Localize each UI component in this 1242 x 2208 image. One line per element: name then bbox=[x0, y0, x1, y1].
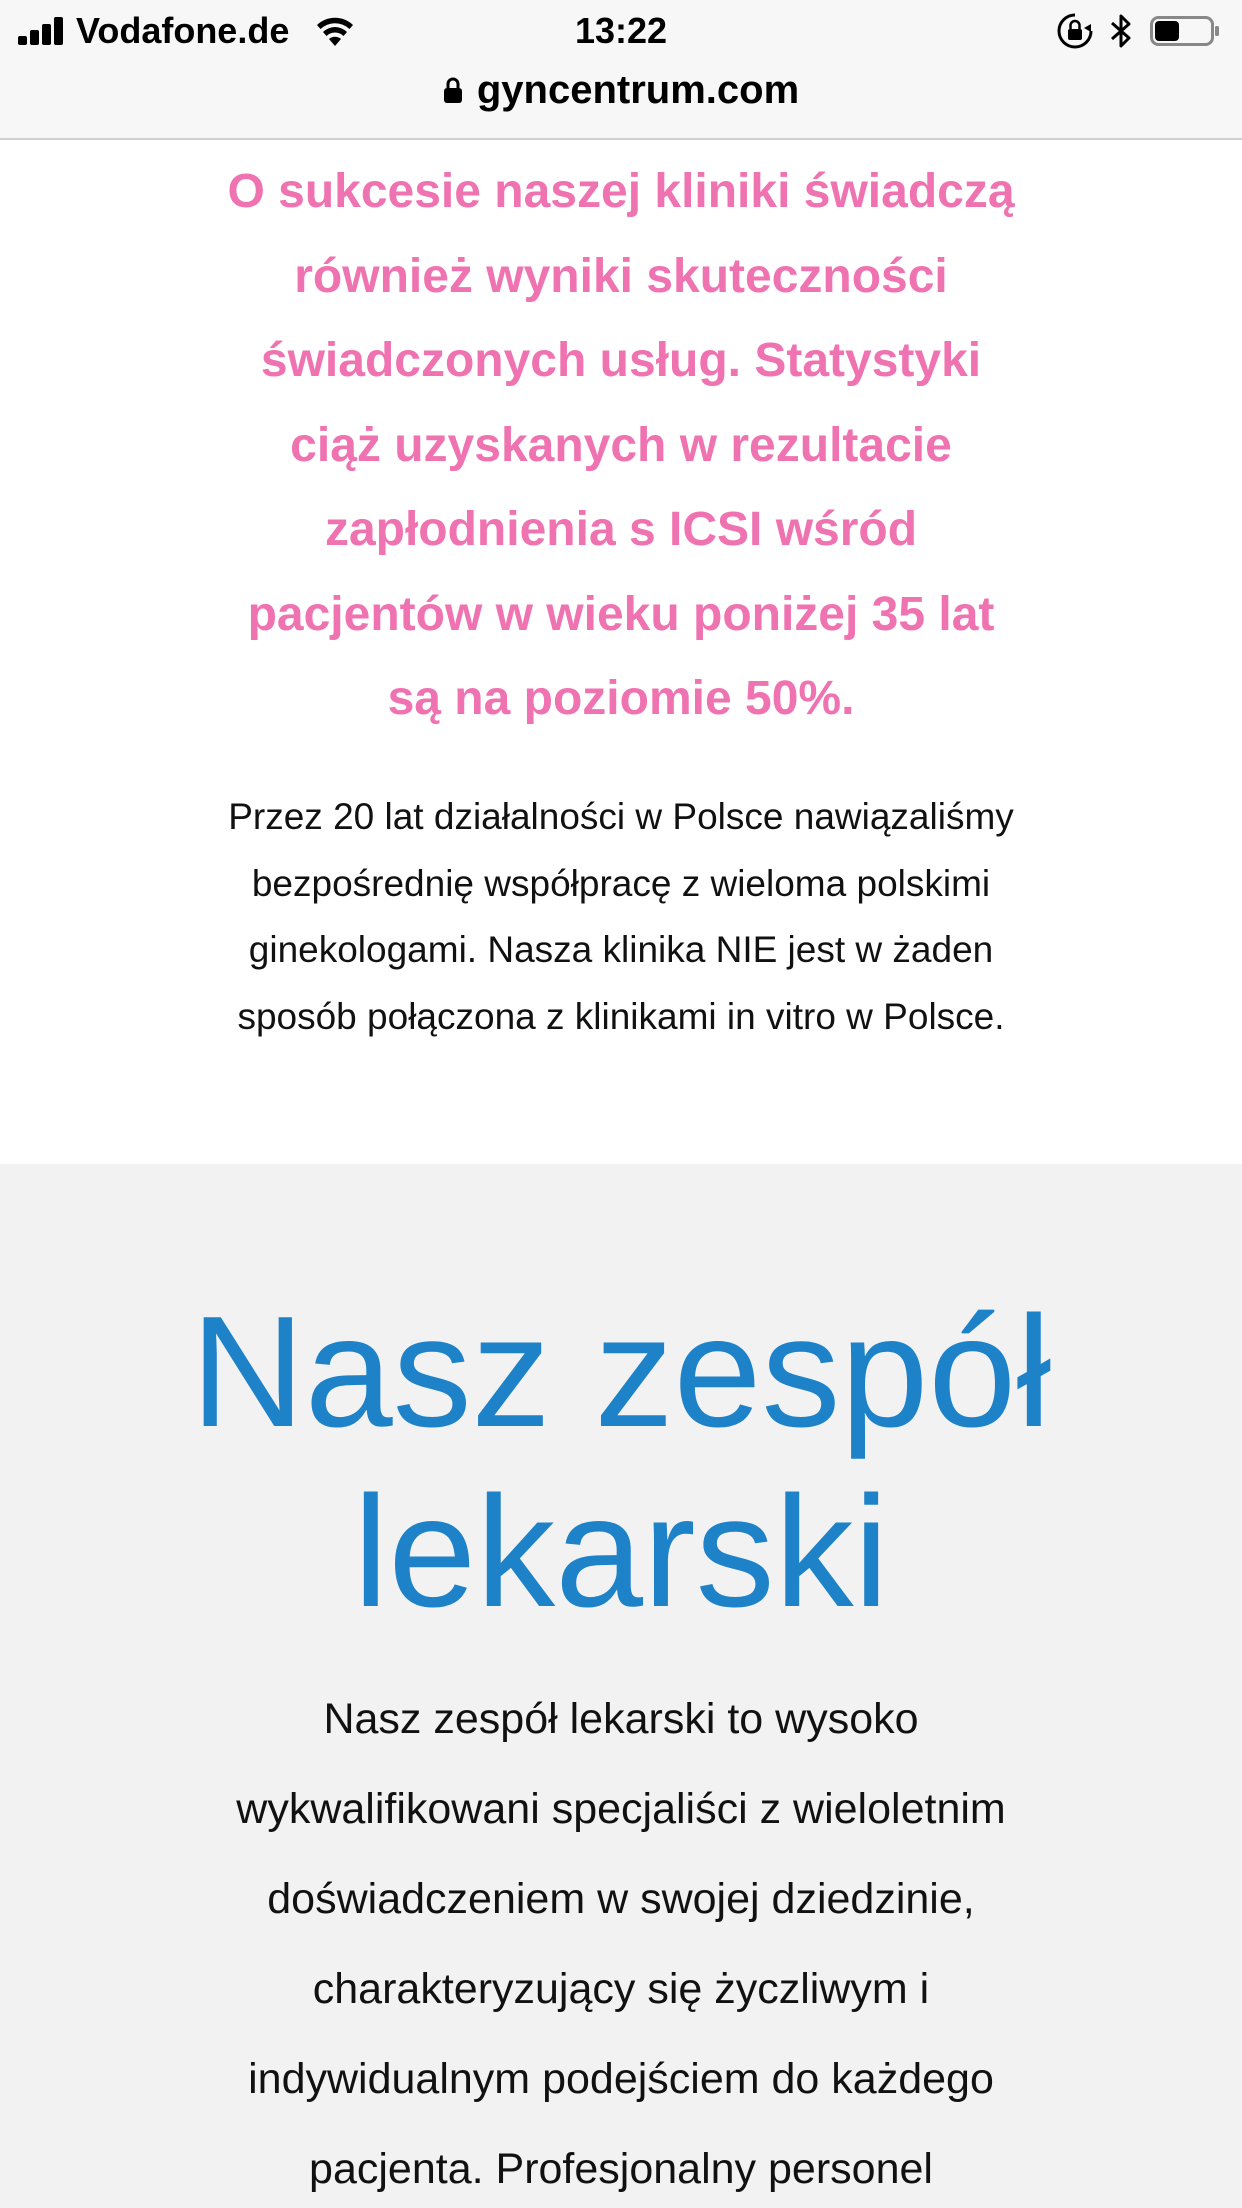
battery-icon bbox=[1150, 16, 1220, 46]
paragraph-line: bezpośrednię współpracę z wieloma polskimi bbox=[251, 862, 991, 904]
status-bar bbox=[0, 0, 1242, 62]
success-line: świadczonych usług. Statystyki bbox=[260, 334, 982, 387]
browser-chrome bbox=[0, 0, 1242, 140]
success-line: również wyniki skuteczności bbox=[294, 249, 948, 303]
paragraph-line: wykwalifikowani specjaliści z wieloletnim bbox=[236, 1785, 1006, 1833]
success-line: zapłodnienia s ICSI wśród bbox=[324, 503, 918, 556]
url-text[interactable]: gyncentrum.com bbox=[476, 68, 800, 112]
padlock-icon bbox=[443, 75, 463, 105]
address-bar[interactable] bbox=[0, 62, 1242, 118]
medical-team-paragraph bbox=[170, 1674, 1072, 2208]
success-line: O sukcesie naszej kliniki świadczą bbox=[227, 165, 1015, 218]
success-line: są na poziomie 50%. bbox=[387, 672, 855, 725]
paragraph-line: indywidualnym podejściem do każdego bbox=[248, 2055, 994, 2103]
medical-team-heading bbox=[150, 1282, 1092, 1642]
paragraph-line: pacjenta. Profesjonalny personel bbox=[309, 2145, 933, 2193]
success-section bbox=[0, 140, 1242, 1164]
clock: 13:22 bbox=[574, 10, 668, 51]
paragraph-line: ginekologami. Nasza klinika NIE jest w żaden bbox=[248, 929, 994, 970]
rotation-lock-icon bbox=[1056, 12, 1094, 50]
paragraph-line: doświadczeniem w swojej dziedzinie, bbox=[267, 1875, 975, 1923]
heading-line: lekarski bbox=[353, 1464, 889, 1640]
carrier-name: Vodafone.de bbox=[76, 10, 290, 51]
paragraph-line: sposób połączona z klinikami in vitro w Polsce. bbox=[237, 995, 1005, 1037]
medical-team-section bbox=[0, 1164, 1242, 2208]
paragraph-line: Nasz zespół lekarski to wysoko bbox=[323, 1695, 919, 1743]
paragraph-line: charakteryzujący się życzliwym i bbox=[312, 1965, 930, 2013]
success-statement bbox=[150, 150, 1092, 742]
paragraph-line: Przez 20 lat działalności w Polsce nawiązaliśmy bbox=[228, 796, 1014, 837]
bluetooth-icon bbox=[1108, 12, 1134, 50]
success-line: ciąż uzyskanych w rezultacie bbox=[290, 418, 952, 472]
cooperation-paragraph bbox=[150, 784, 1092, 1050]
heading-line: Nasz zespół bbox=[190, 1284, 1052, 1460]
success-line: pacjentów w wieku poniżej 35 lat bbox=[247, 587, 995, 641]
